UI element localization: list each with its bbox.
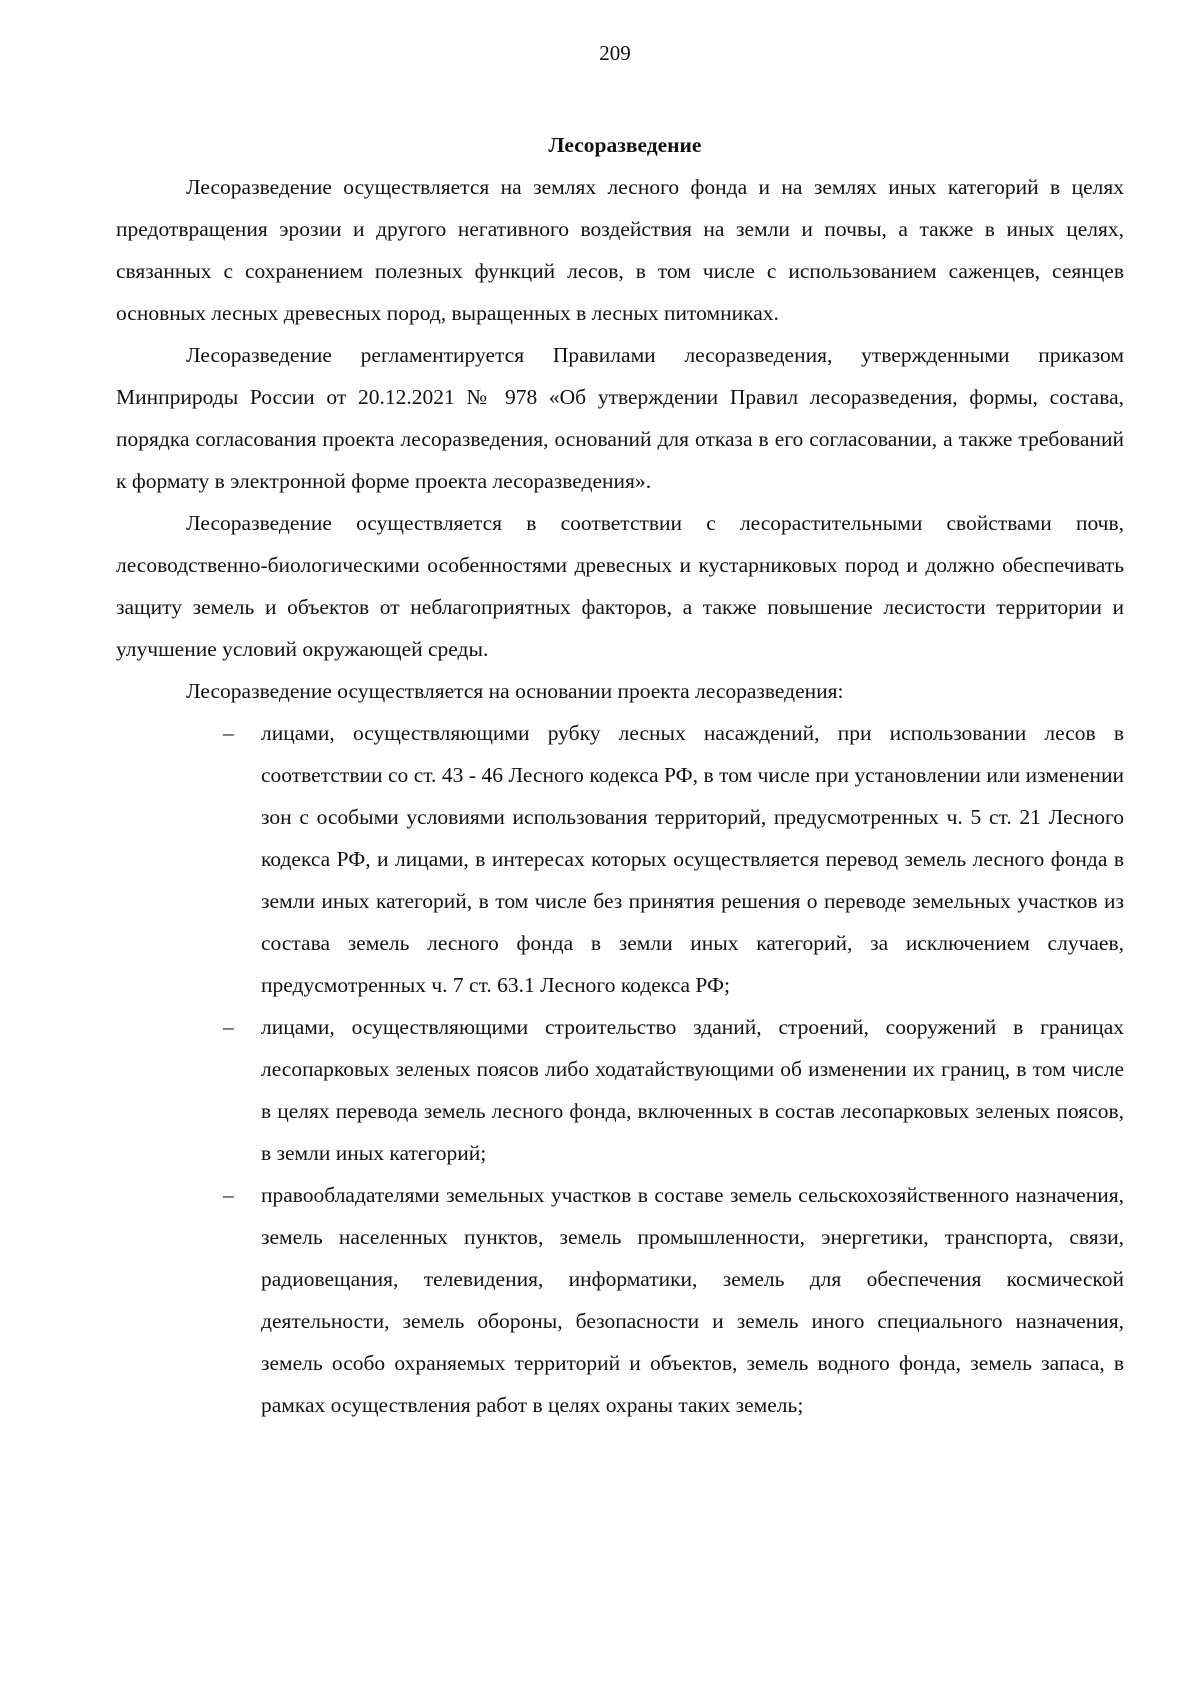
paragraph-afforestation-basis: Лесоразведение осуществляется на основании проекта лесоразведения: — [186, 679, 844, 703]
page-content — [116, 124, 1124, 1426]
list-marker: – — [223, 721, 234, 745]
list-marker: – — [223, 1015, 234, 1039]
list-item-text: лицами, осуществляющими строительство зданий, строений, сооружений в границах лесопарковых зеленых поясов либо ходатайствующими об изменении их границ, в том числе в целях перевода земель лесного фонда, включенных в состав лесопарковых зеленых поясов, в земли иных категорий; — [261, 1015, 1124, 1165]
list-item — [116, 1006, 1124, 1174]
list-item-text: правообладателями земельных участков в составе земель сельскохозяйственного назначения, земель населенных пунктов, земель промышленности, энергетики, транспорта, связи, радиовещания, телевидения, информатики, земель для обеспечения космической деятельности, земель обороны, безопасности и земель иного специального назначения, земель особо охраняемых территорий и объектов, земель водного фонда, земель запаса, в рамках осуществления работ в целях охраны таких земель; — [261, 1183, 1124, 1417]
afforestation-project-list — [116, 712, 1124, 1426]
section-title: Лесоразведение — [548, 133, 702, 157]
page-number: 209 — [599, 41, 631, 65]
paragraph-afforestation-purpose: Лесоразведение осуществляется на землях лесного фонда и на землях иных категорий в целях предотвращения эрозии и другого негативного воздействия на земли и почвы, а также в иных целях, связанных с сохранением полезных функций лесов, в том числе с использованием саженцев, сеянцев основных лесных древесных пород, выращенных в лесных питомниках. — [116, 175, 1124, 325]
list-item — [116, 1174, 1124, 1426]
list-item — [116, 712, 1124, 1006]
paragraph-afforestation-requirements: Лесоразведение осуществляется в соответствии с лесорастительными свойствами почв, лесоводственно-биологическими особенностями древесных и кустарниковых пород и должно обеспечивать защиту земель и объектов от неблагоприятных факторов, а также повышение лесистости территории и улучшение условий окружающей среды. — [116, 511, 1124, 661]
list-marker: – — [223, 1183, 234, 1207]
list-item-text: лицами, осуществляющими рубку лесных насаждений, при использовании лесов в соответствии со ст. 43 - 46 Лесного кодекса РФ, в том числе при установлении или изменении зон с особыми условиями использования территорий, предусмотренных ч. 5 ст. 21 Лесного кодекса РФ, и лицами, в интересах которых осуществляется перевод земель лесного фонда в земли иных категорий, в том числе без принятия решения о переводе земельных участков из состава земель лесного фонда в земли иных категорий, за исключением случаев, предусмотренных ч. 7 ст. 63.1 Лесного кодекса РФ; — [261, 721, 1124, 997]
paragraph-afforestation-regulation: Лесоразведение регламентируется Правилами лесоразведения, утвержденными приказом Минприроды России от 20.12.2021 № 978 «Об утверждении Правил лесоразведения, формы, состава, порядка согласования проекта лесоразведения, оснований для отказа в его согласовании, а также требований к формату в электронной форме проекта лесоразведения». — [116, 343, 1124, 493]
